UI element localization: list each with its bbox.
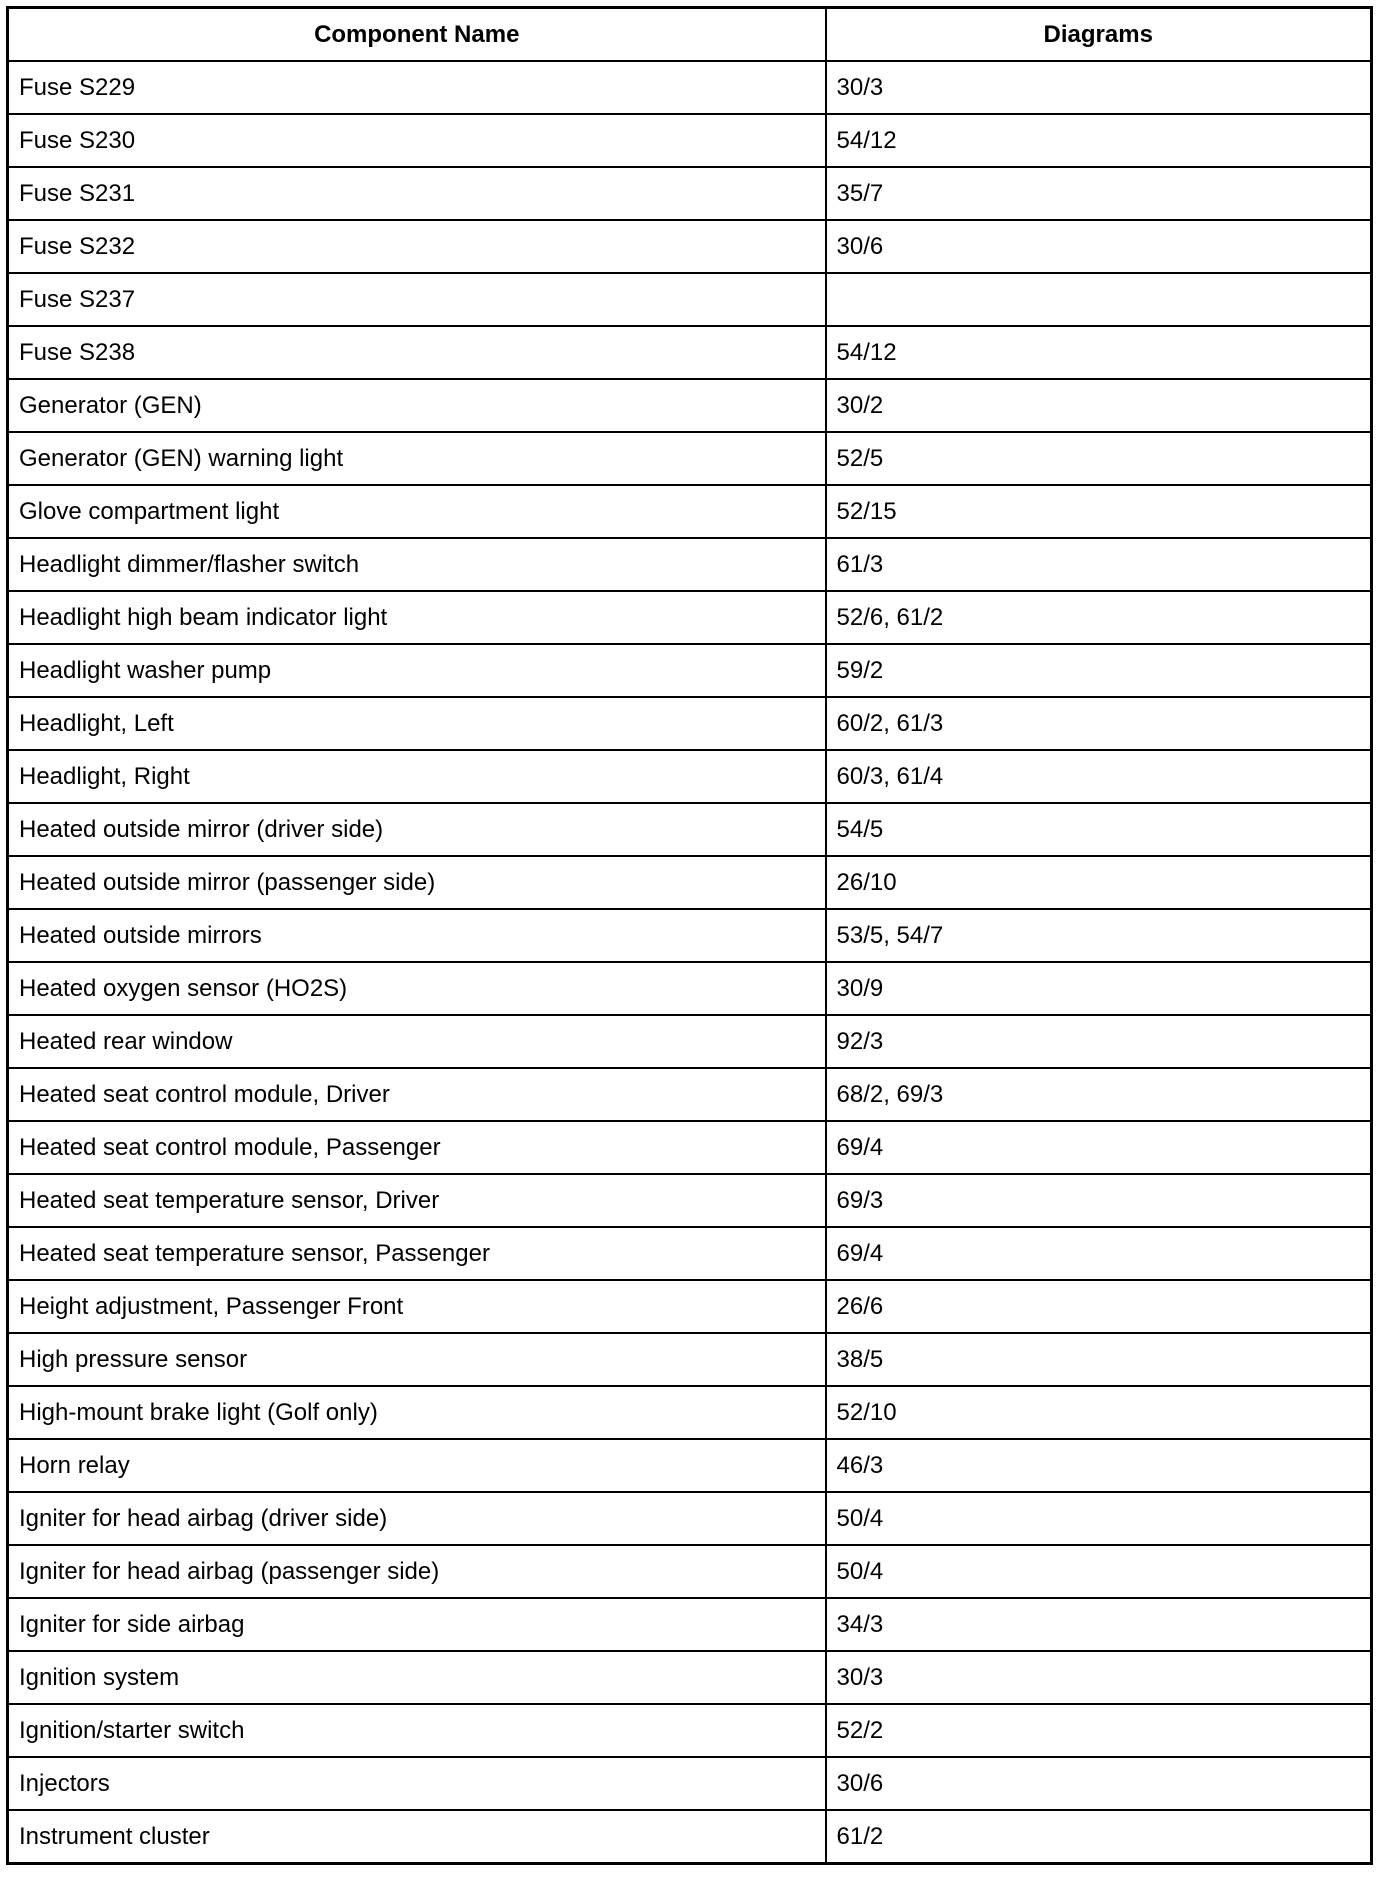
component-name-cell: Headlight dimmer/flasher switch: [8, 538, 826, 591]
diagrams-header: Diagrams: [826, 8, 1372, 62]
diagrams-cell: 35/7: [826, 167, 1372, 220]
diagrams-cell: 50/4: [826, 1545, 1372, 1598]
diagrams-cell: 50/4: [826, 1492, 1372, 1545]
diagrams-cell: 68/2, 69/3: [826, 1068, 1372, 1121]
table-row: [8, 1651, 1372, 1704]
diagrams-cell: 60/3, 61/4: [826, 750, 1372, 803]
diagrams-cell: 38/5: [826, 1333, 1372, 1386]
table-row: [8, 114, 1372, 167]
table-row: [8, 1598, 1372, 1651]
table-row: [8, 1280, 1372, 1333]
table-row: [8, 1492, 1372, 1545]
diagrams-cell: 60/2, 61/3: [826, 697, 1372, 750]
table-row: [8, 1810, 1372, 1864]
table-row: [8, 1068, 1372, 1121]
table-row: [8, 61, 1372, 114]
diagrams-cell: 34/3: [826, 1598, 1372, 1651]
component-name-cell: Heated seat control module, Passenger: [8, 1121, 826, 1174]
table-row: [8, 1545, 1372, 1598]
diagrams-cell: 69/4: [826, 1121, 1372, 1174]
diagrams-cell: 61/2: [826, 1810, 1372, 1864]
component-name-cell: Generator (GEN) warning light: [8, 432, 826, 485]
diagrams-cell: 30/6: [826, 220, 1372, 273]
component-name-cell: Ignition/starter switch: [8, 1704, 826, 1757]
component-name-cell: Fuse S231: [8, 167, 826, 220]
diagrams-cell: 52/15: [826, 485, 1372, 538]
diagrams-cell: 92/3: [826, 1015, 1372, 1068]
component-name-cell: Generator (GEN): [8, 379, 826, 432]
diagrams-cell: 54/12: [826, 114, 1372, 167]
table-row: [8, 750, 1372, 803]
diagrams-cell: 30/3: [826, 1651, 1372, 1704]
table-row: [8, 909, 1372, 962]
component-name-cell: High-mount brake light (Golf only): [8, 1386, 826, 1439]
diagrams-cell: 30/6: [826, 1757, 1372, 1810]
table-row: [8, 1704, 1372, 1757]
component-name-cell: Injectors: [8, 1757, 826, 1810]
component-name-cell: Fuse S237: [8, 273, 826, 326]
component-name-cell: Igniter for head airbag (passenger side): [8, 1545, 826, 1598]
component-name-cell: Heated outside mirrors: [8, 909, 826, 962]
diagrams-cell: 52/10: [826, 1386, 1372, 1439]
component-name-cell: Igniter for side airbag: [8, 1598, 826, 1651]
diagrams-cell: 54/12: [826, 326, 1372, 379]
component-name-cell: Heated oxygen sensor (HO2S): [8, 962, 826, 1015]
diagrams-cell: 26/10: [826, 856, 1372, 909]
table-row: [8, 803, 1372, 856]
table-row: [8, 167, 1372, 220]
table-row: [8, 856, 1372, 909]
component-name-cell: Height adjustment, Passenger Front: [8, 1280, 826, 1333]
table-row: [8, 1121, 1372, 1174]
table-row: [8, 1174, 1372, 1227]
component-name-cell: Glove compartment light: [8, 485, 826, 538]
diagrams-cell: 59/2: [826, 644, 1372, 697]
table-row: [8, 1333, 1372, 1386]
table-body: [8, 61, 1372, 1864]
component-name-cell: Fuse S238: [8, 326, 826, 379]
diagrams-cell: 30/3: [826, 61, 1372, 114]
diagrams-cell: 52/2: [826, 1704, 1372, 1757]
table-row: [8, 591, 1372, 644]
component-name-cell: Ignition system: [8, 1651, 826, 1704]
table-header-row: [8, 8, 1372, 62]
component-name-cell: Headlight high beam indicator light: [8, 591, 826, 644]
diagrams-cell: 69/4: [826, 1227, 1372, 1280]
table-row: [8, 644, 1372, 697]
component-name-cell: Headlight, Left: [8, 697, 826, 750]
component-name-header: Component Name: [8, 8, 826, 62]
diagrams-cell: 61/3: [826, 538, 1372, 591]
table-row: [8, 432, 1372, 485]
table-row: [8, 485, 1372, 538]
component-name-cell: Instrument cluster: [8, 1810, 826, 1864]
table-row: [8, 1757, 1372, 1810]
component-name-cell: Heated rear window: [8, 1015, 826, 1068]
diagrams-cell: 53/5, 54/7: [826, 909, 1372, 962]
diagrams-cell: 26/6: [826, 1280, 1372, 1333]
component-name-cell: Igniter for head airbag (driver side): [8, 1492, 826, 1545]
table-row: [8, 538, 1372, 591]
component-index-table: [6, 6, 1373, 1865]
component-name-cell: Fuse S232: [8, 220, 826, 273]
component-name-cell: Headlight washer pump: [8, 644, 826, 697]
component-name-cell: Fuse S230: [8, 114, 826, 167]
component-name-cell: Heated outside mirror (driver side): [8, 803, 826, 856]
table-row: [8, 1439, 1372, 1492]
component-name-cell: Heated seat control module, Driver: [8, 1068, 826, 1121]
diagrams-cell: 30/2: [826, 379, 1372, 432]
component-name-cell: Heated seat temperature sensor, Driver: [8, 1174, 826, 1227]
table-row: [8, 697, 1372, 750]
component-name-cell: High pressure sensor: [8, 1333, 826, 1386]
table-row: [8, 326, 1372, 379]
table-row: [8, 1386, 1372, 1439]
component-name-cell: Horn relay: [8, 1439, 826, 1492]
table-row: [8, 220, 1372, 273]
table-row: [8, 273, 1372, 326]
table-row: [8, 962, 1372, 1015]
diagrams-cell: 52/5: [826, 432, 1372, 485]
component-name-cell: Heated outside mirror (passenger side): [8, 856, 826, 909]
diagrams-cell: 46/3: [826, 1439, 1372, 1492]
diagrams-cell: 54/5: [826, 803, 1372, 856]
component-name-cell: Fuse S229: [8, 61, 826, 114]
table-row: [8, 1227, 1372, 1280]
component-name-cell: Headlight, Right: [8, 750, 826, 803]
diagrams-cell: 52/6, 61/2: [826, 591, 1372, 644]
component-name-cell: Heated seat temperature sensor, Passenger: [8, 1227, 826, 1280]
diagrams-cell: 30/9: [826, 962, 1372, 1015]
diagrams-cell: [826, 273, 1372, 326]
table-row: [8, 379, 1372, 432]
diagrams-cell: 69/3: [826, 1174, 1372, 1227]
table-row: [8, 1015, 1372, 1068]
